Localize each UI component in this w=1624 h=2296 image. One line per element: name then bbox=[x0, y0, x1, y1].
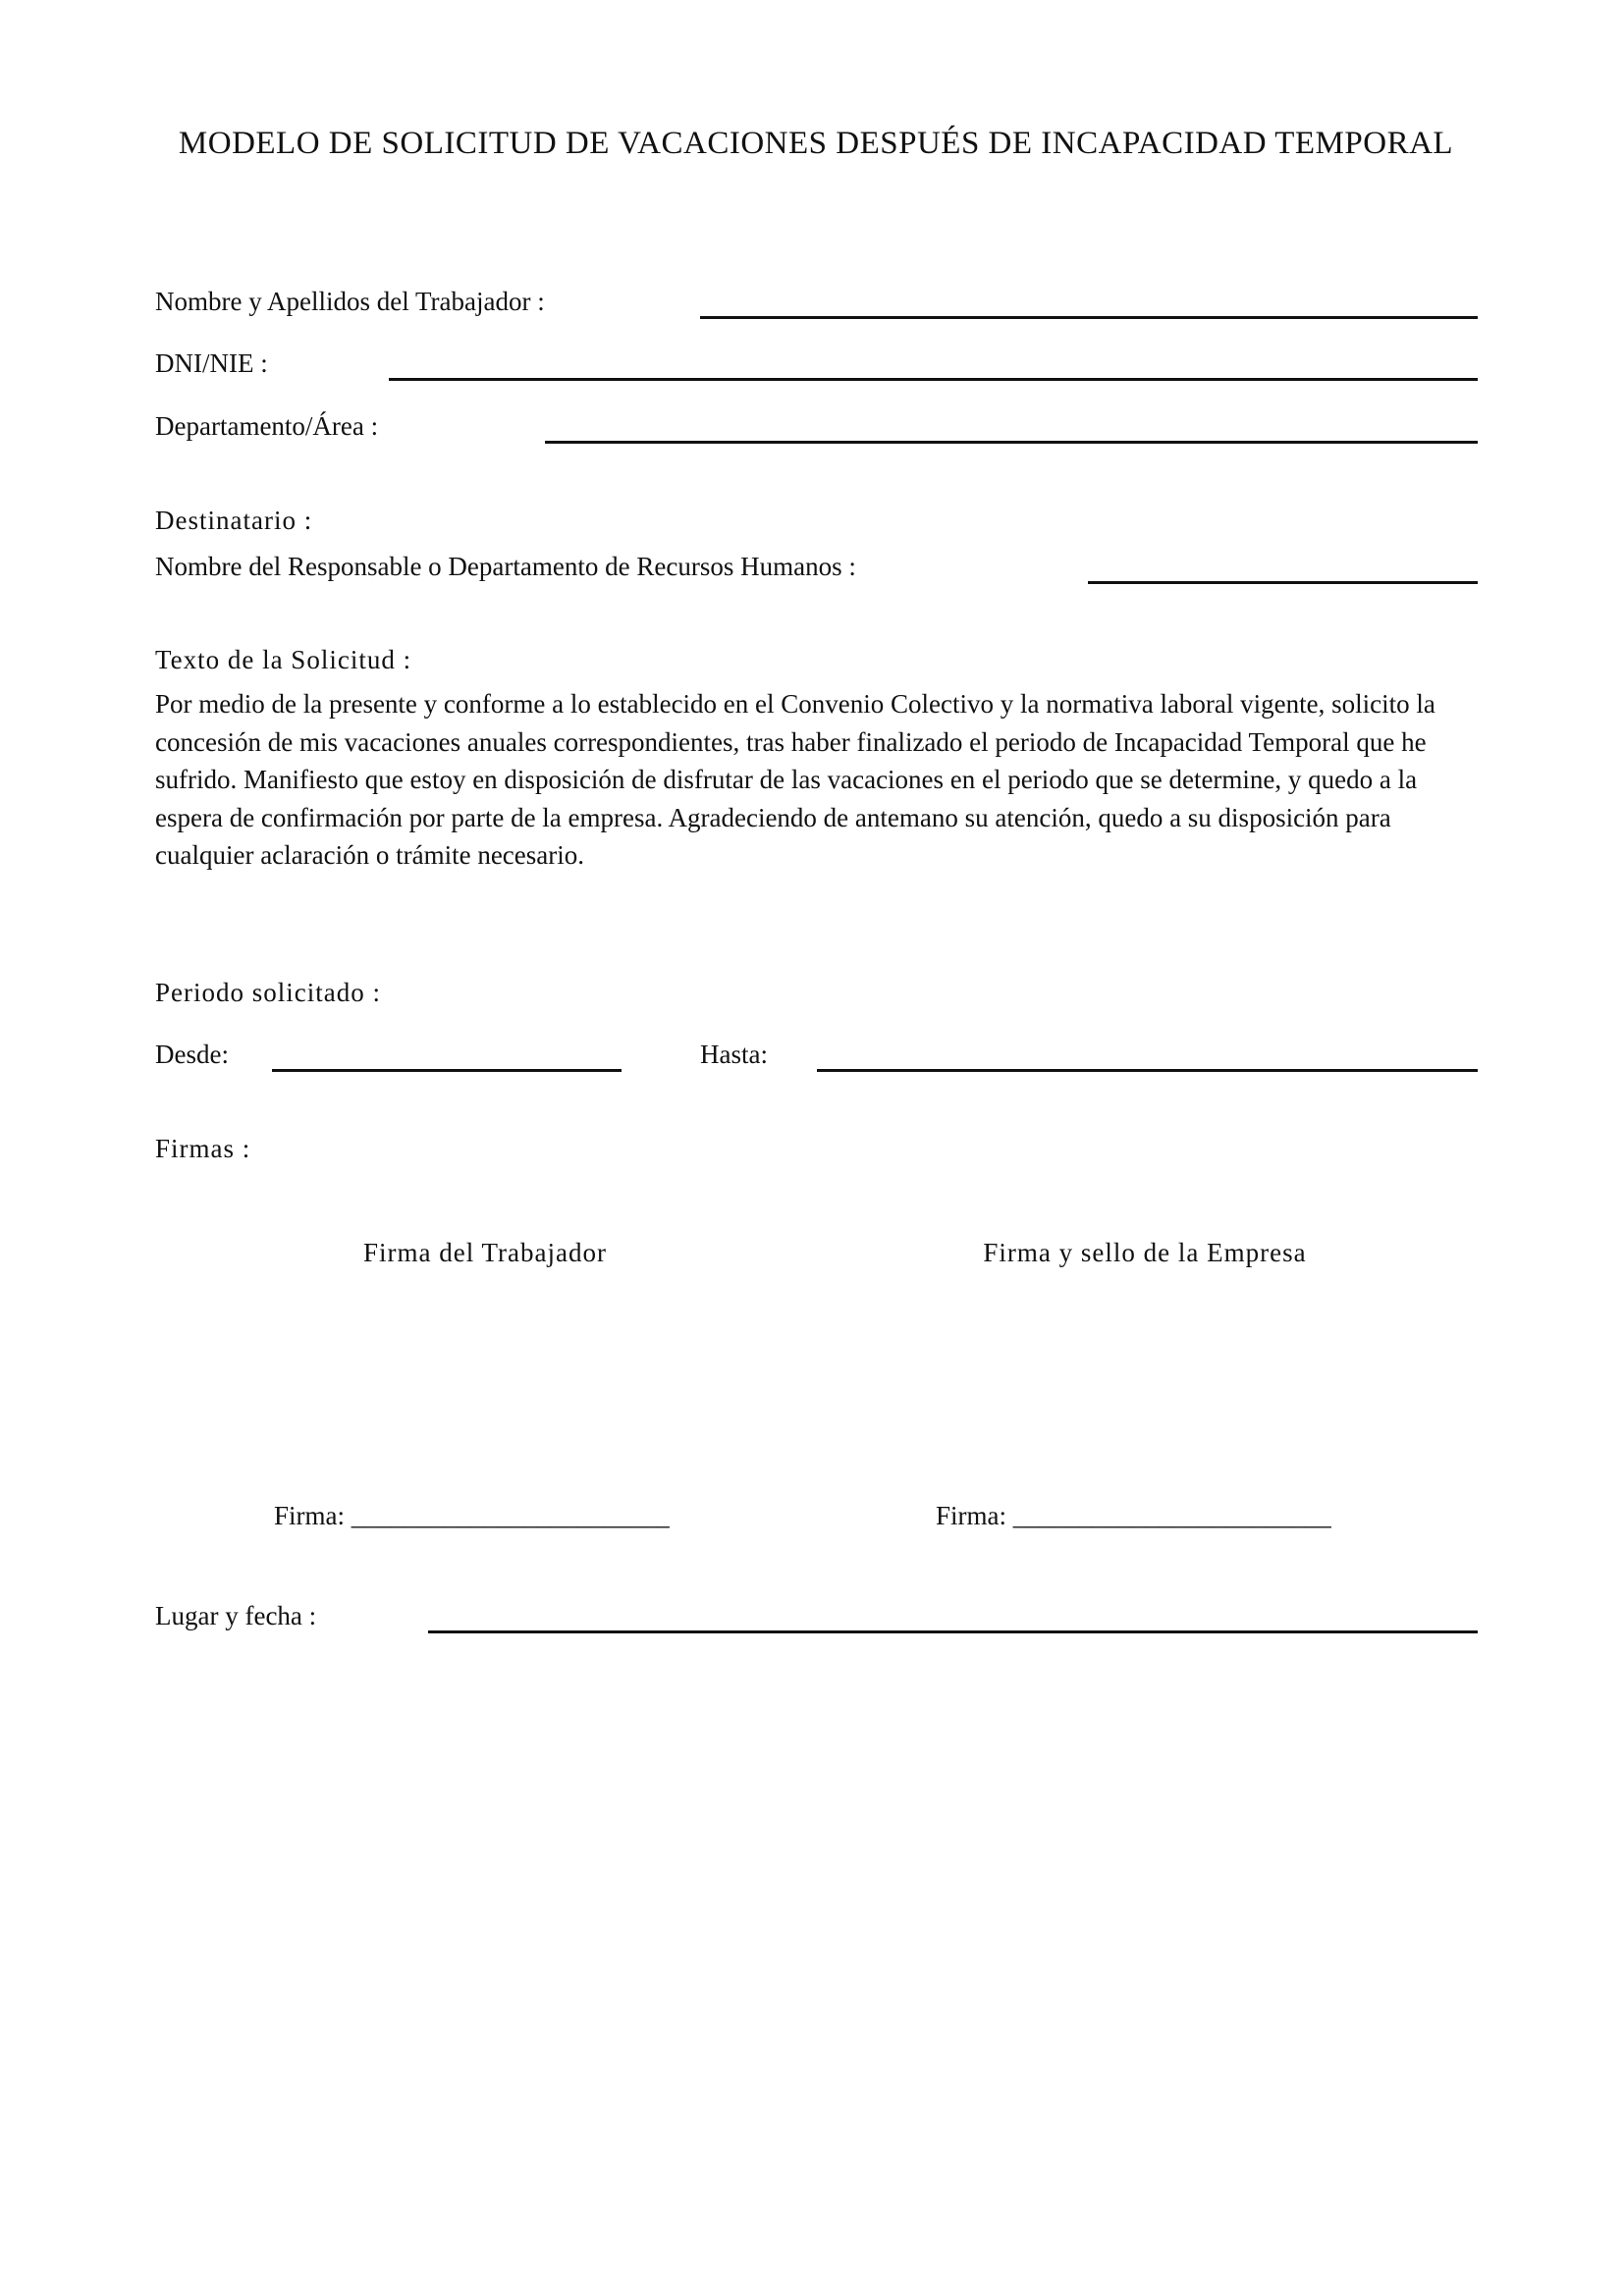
dni-label: DNI/NIE : bbox=[155, 348, 268, 378]
responsible-label: Nombre del Responsable o Departamento de Recursos Humanos : bbox=[155, 552, 856, 581]
company-sign-line[interactable]: Firma: ________________________ bbox=[936, 1501, 1331, 1530]
signatures-heading: Firmas : bbox=[155, 1134, 251, 1163]
worker-name-label: Nombre y Apellidos del Trabajador : bbox=[155, 287, 545, 316]
dni-line[interactable] bbox=[389, 378, 1478, 381]
recipient-heading: Destinatario : bbox=[155, 506, 313, 535]
worker-name-line[interactable] bbox=[700, 316, 1478, 319]
request-body: Por medio de la presente y conforme a lo establecido en el Convenio Colectivo y la normativa laboral vigente, solicito la concesión de mis vacaciones anuales correspondientes, tras haber finalizado el periodo de Incapacidad Temporal que he sufrido. Manifiesto que estoy en disposición de disfrutar de las vacaciones en el periodo que se determine, y quedo a la espera de confirmación por parte de la empresa. Agradeciendo de antemano su atención, quedo a su disposición para cualquier aclaración o trámite necesario. bbox=[155, 689, 1435, 870]
place-date-label: Lugar y fecha : bbox=[155, 1601, 317, 1630]
worker-signature-caption: Firma del Trabajador bbox=[363, 1238, 607, 1267]
request-heading: Texto de la Solicitud : bbox=[155, 645, 412, 674]
from-line[interactable] bbox=[272, 1069, 622, 1072]
department-label: Departamento/Área : bbox=[155, 411, 379, 441]
company-signature-caption: Firma y sello de la Empresa bbox=[983, 1238, 1307, 1267]
worker-sign-line[interactable]: Firma: ________________________ bbox=[274, 1501, 670, 1530]
responsible-line[interactable] bbox=[1088, 581, 1478, 584]
from-label: Desde: bbox=[155, 1040, 229, 1069]
to-line[interactable] bbox=[817, 1069, 1478, 1072]
department-line[interactable] bbox=[545, 441, 1478, 444]
place-date-line[interactable] bbox=[428, 1630, 1478, 1633]
period-heading: Periodo solicitado : bbox=[155, 978, 381, 1007]
document-title: MODELO DE SOLICITUD DE VACACIONES DESPUÉS DE INCAPACIDAD TEMPORAL bbox=[178, 126, 1454, 161]
to-label: Hasta: bbox=[700, 1040, 768, 1069]
